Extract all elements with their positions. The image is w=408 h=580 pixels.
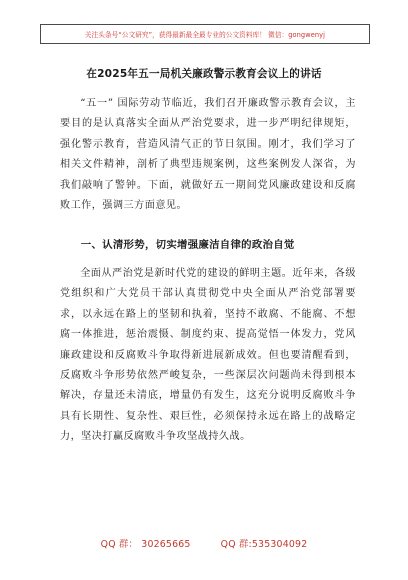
intro-paragraph: “五一” 国际劳动节临近，我们召开廉政警示教育会议，主要目的是认真落实全面从严治党要求，进一步严明纪律规矩，强化警示教育，营造风清气正的节日氛围。刚才，我们学习了相关文件精神，剖析了典型违规案例，这些案例发人深省，为我们敲响了警钟。下面，就做好五一期间党风廉政建设和反腐败工作，强调三方面意见。 — [60, 98, 356, 212]
promo-banner-text: 关注头条号“公文研究”，获得最新最全最专业的公文资料库！ 微信：gongwenyj — [84, 31, 326, 39]
document-title: 在2025年五一局机关廉政警示教育会议上的讲话 — [86, 68, 322, 80]
promo-banner — [40, 24, 370, 44]
footer-qq-group-1: QQ 群： 30265665 — [100, 539, 191, 550]
section-1-paragraph: 全面从严治党是新时代党的建设的鲜明主题。近年来，各级党组织和广大党员干部认真贯彻党中央全面从严治党部署要求，以永远在路上的坚韧和执着，坚持不敢腐、不能腐、不想腐一体推进，惩治震慑、制度约束、提高觉悟一体发力，党风廉政建设和反腐败斗争取得新进展新成效。但也要清醒看到，反腐败斗争形势依然严峻复杂，一些深层次问题尚未得到根本解决，存量还未清底，增量仍有发生，这充分说明反腐败斗争具有长期性、复杂性、艰巨性，必须保持永远在路上的战略定力，坚决打赢反腐败斗争攻坚战持久战。 — [60, 268, 356, 443]
footer-contacts — [0, 536, 408, 550]
footer-qq-group-2: QQ 群:535304092 — [220, 539, 308, 550]
section-heading-1: 一、认清形势，切实增强廉洁自律的政治自觉 — [80, 239, 295, 251]
